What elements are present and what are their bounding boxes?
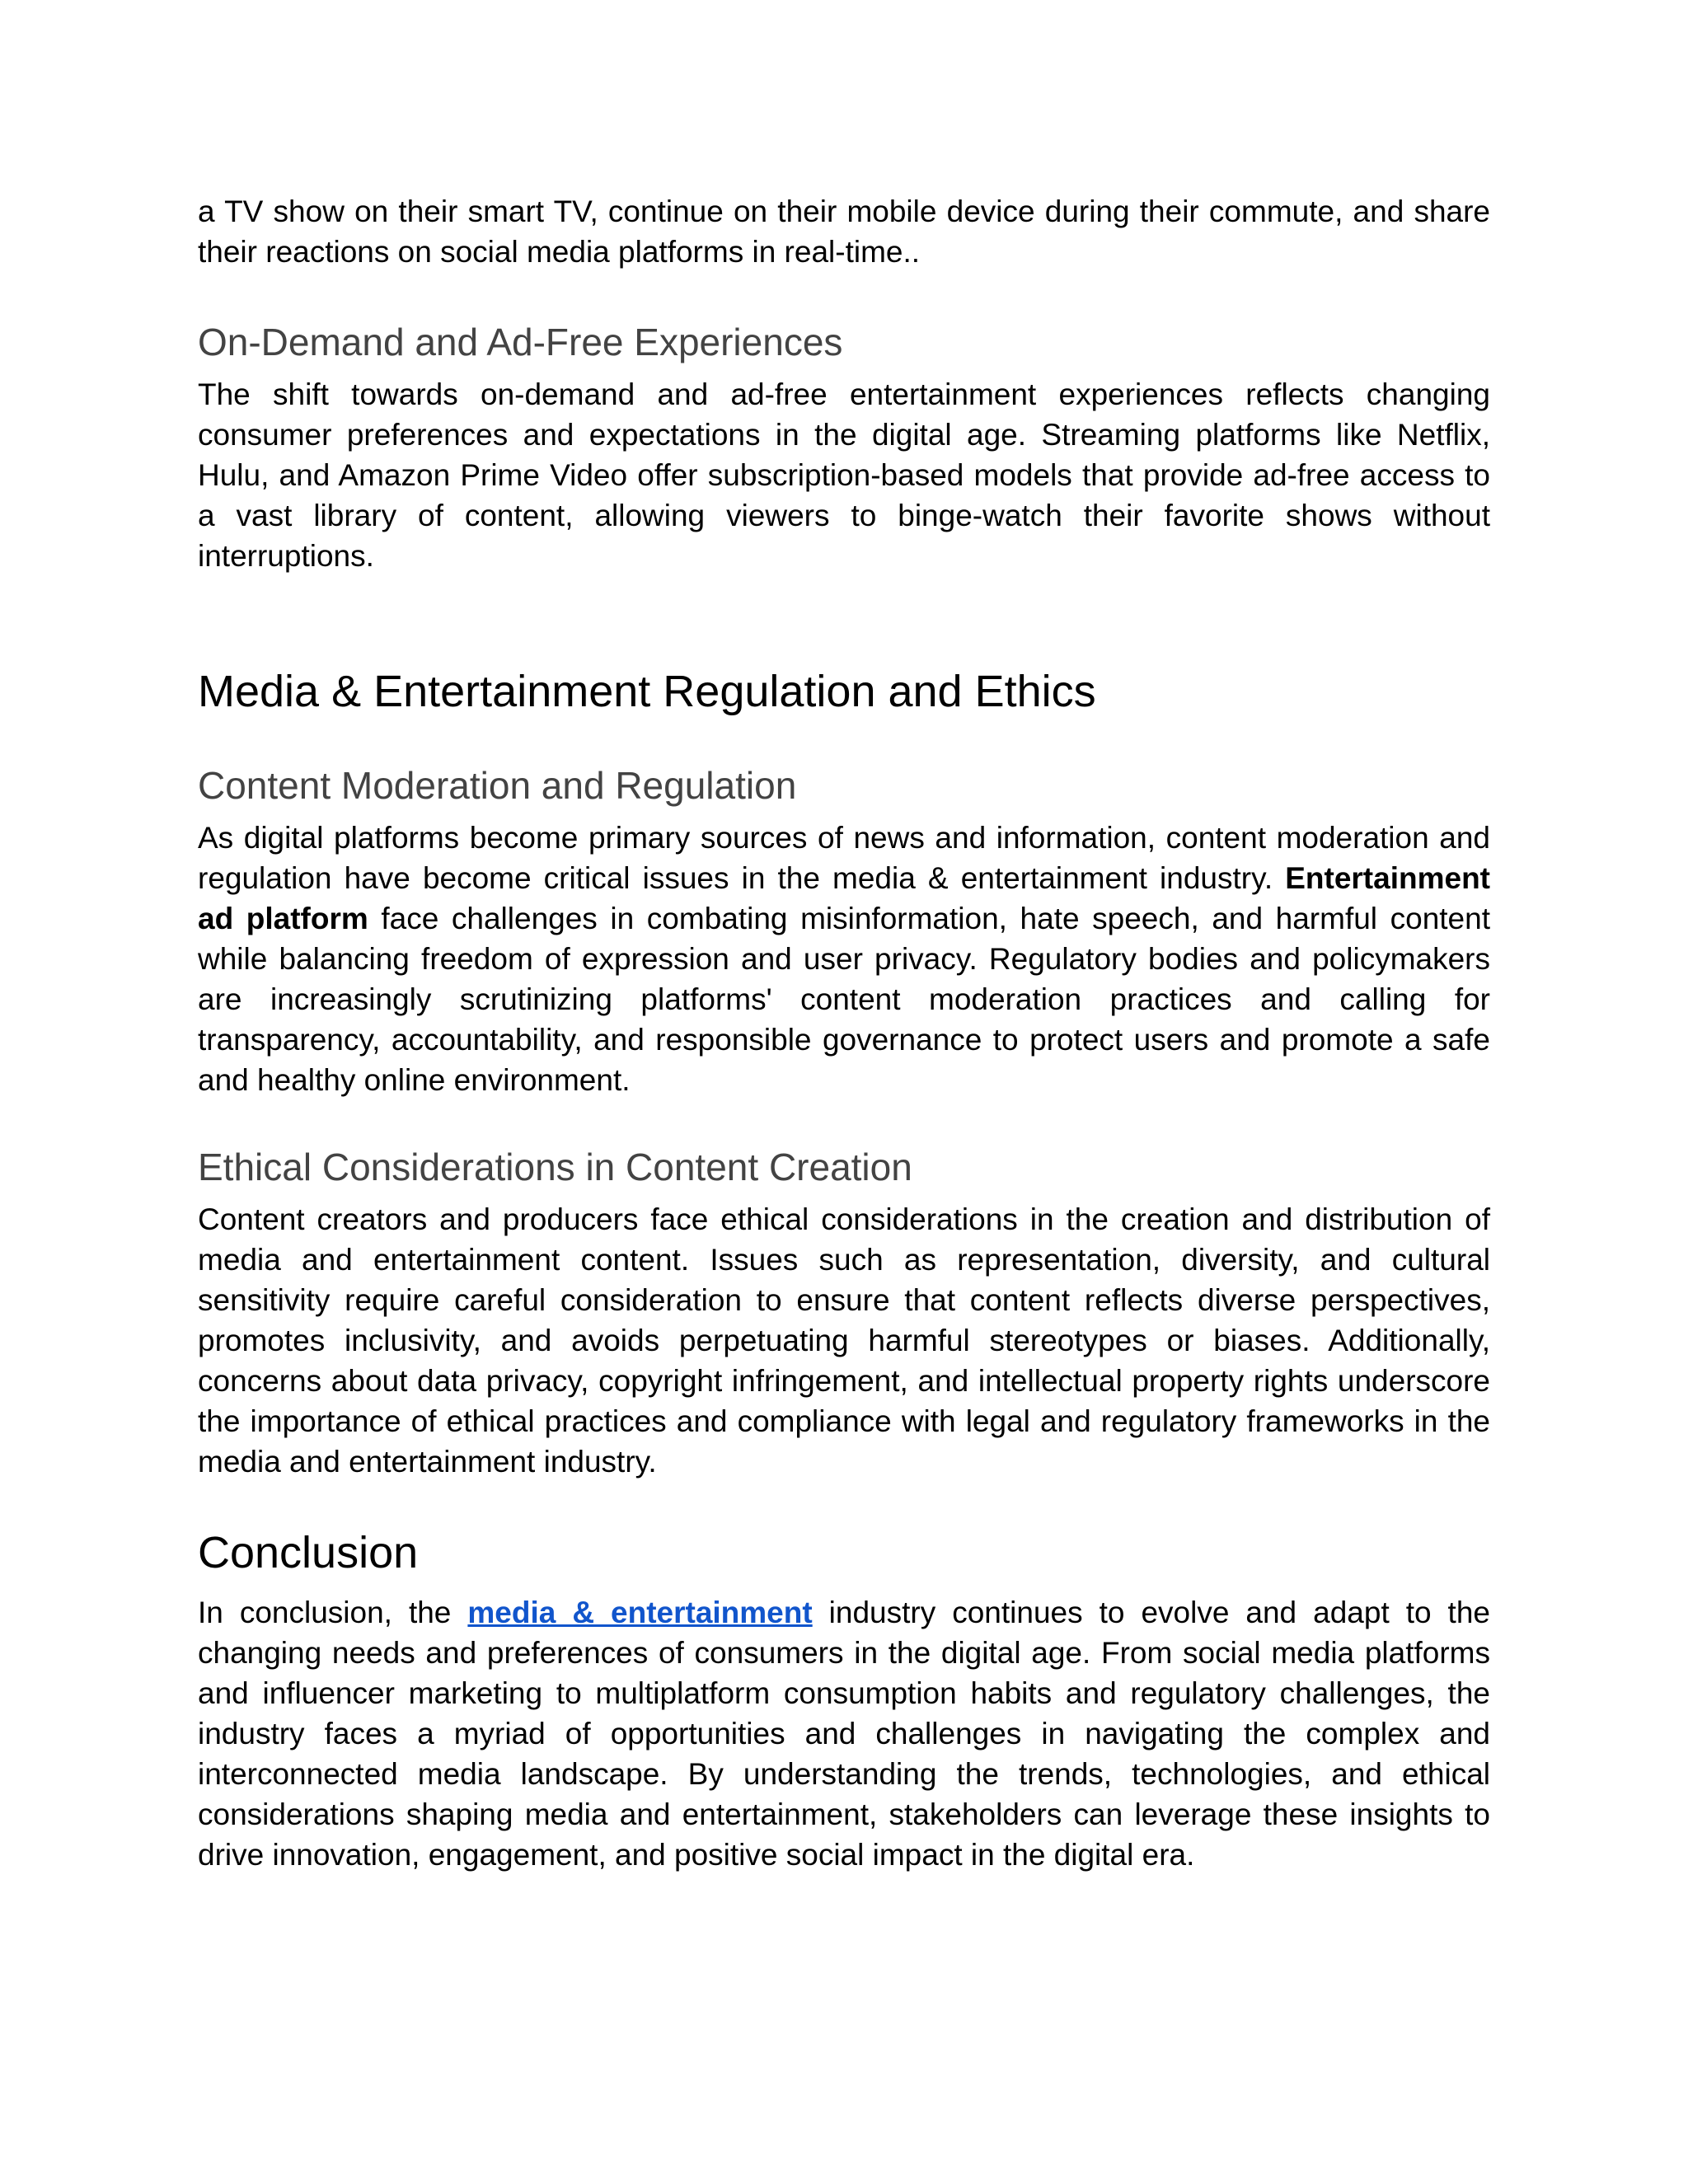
ethical-paragraph: Content creators and producers face ethical considerations in the creation and distribution of media and entertainment content. Issues such as representation, diversity, and cultural sensitivity require careful consideration to ensure that content reflects diverse perspectives, promotes inclusivity, and avoids perpetuating harmful stereotypes or biases. Additionally, concerns about data privacy, copyright infringement, and intellectual property rights underscore the importance of ethical practices and compliance with legal and regulatory frameworks in the media and entertainment industry. xyxy=(198,1202,1490,1479)
moderation-heading: Content Moderation and Regulation xyxy=(198,764,797,807)
ethical-heading: Ethical Considerations in Content Creation xyxy=(198,1146,912,1188)
regulation-heading: Media & Entertainment Regulation and Ethics xyxy=(198,667,1096,716)
moderation-paragraph xyxy=(198,818,1490,1100)
moderation-text-after: face challenges in combating misinformation, hate speech, and harmful content while balancing freedom of expression and user privacy. Regulatory bodies and policymakers are increasingly scrutinizing platforms' content moderation practices and calling for transparency, accountability, and responsible governance to protect users and promote a safe and healthy online environment. xyxy=(198,902,1490,1097)
conclusion-text-after: industry continues to evolve and adapt to the changing needs and preferences of consumers in the digital age. From social media platforms and influencer marketing to multiplatform consumption habits and regulatory challenges, the industry faces a myriad of opportunities and challenges in navigating the complex and interconnected media landscape. By understanding the trends, technologies, and ethical considerations shaping media and entertainment, stakeholders can leverage these insights to drive innovation, engagement, and positive social impact in the digital era. xyxy=(198,1596,1490,1872)
document-page xyxy=(198,191,1490,1875)
moderation-bold-term: Entertainment ad platform xyxy=(198,861,1490,935)
conclusion-paragraph xyxy=(198,1592,1490,1875)
conclusion-text-before: In conclusion, the xyxy=(198,1596,468,1629)
media-entertainment-link[interactable]: media & entertainment xyxy=(467,1596,813,1629)
moderation-text-before: As digital platforms become primary sources of news and information, content moderation and regulation have become critical issues in the media & entertainment industry. xyxy=(198,821,1490,895)
intro-paragraph: a TV show on their smart TV, continue on their mobile device during their commute, and share their reactions on social media platforms in real-time.. xyxy=(198,194,1490,269)
ondemand-heading: On-Demand and Ad-Free Experiences xyxy=(198,321,843,363)
ondemand-paragraph: The shift towards on-demand and ad-free entertainment experiences reflects changing consumer preferences and expectations in the digital age. Streaming platforms like Netflix, Hulu, and Amazon Prime Video offer subscription-based models that provide ad-free access to a vast library of content, allowing viewers to binge-watch their favorite shows without interruptions. xyxy=(198,377,1490,573)
conclusion-heading: Conclusion xyxy=(198,1528,419,1577)
